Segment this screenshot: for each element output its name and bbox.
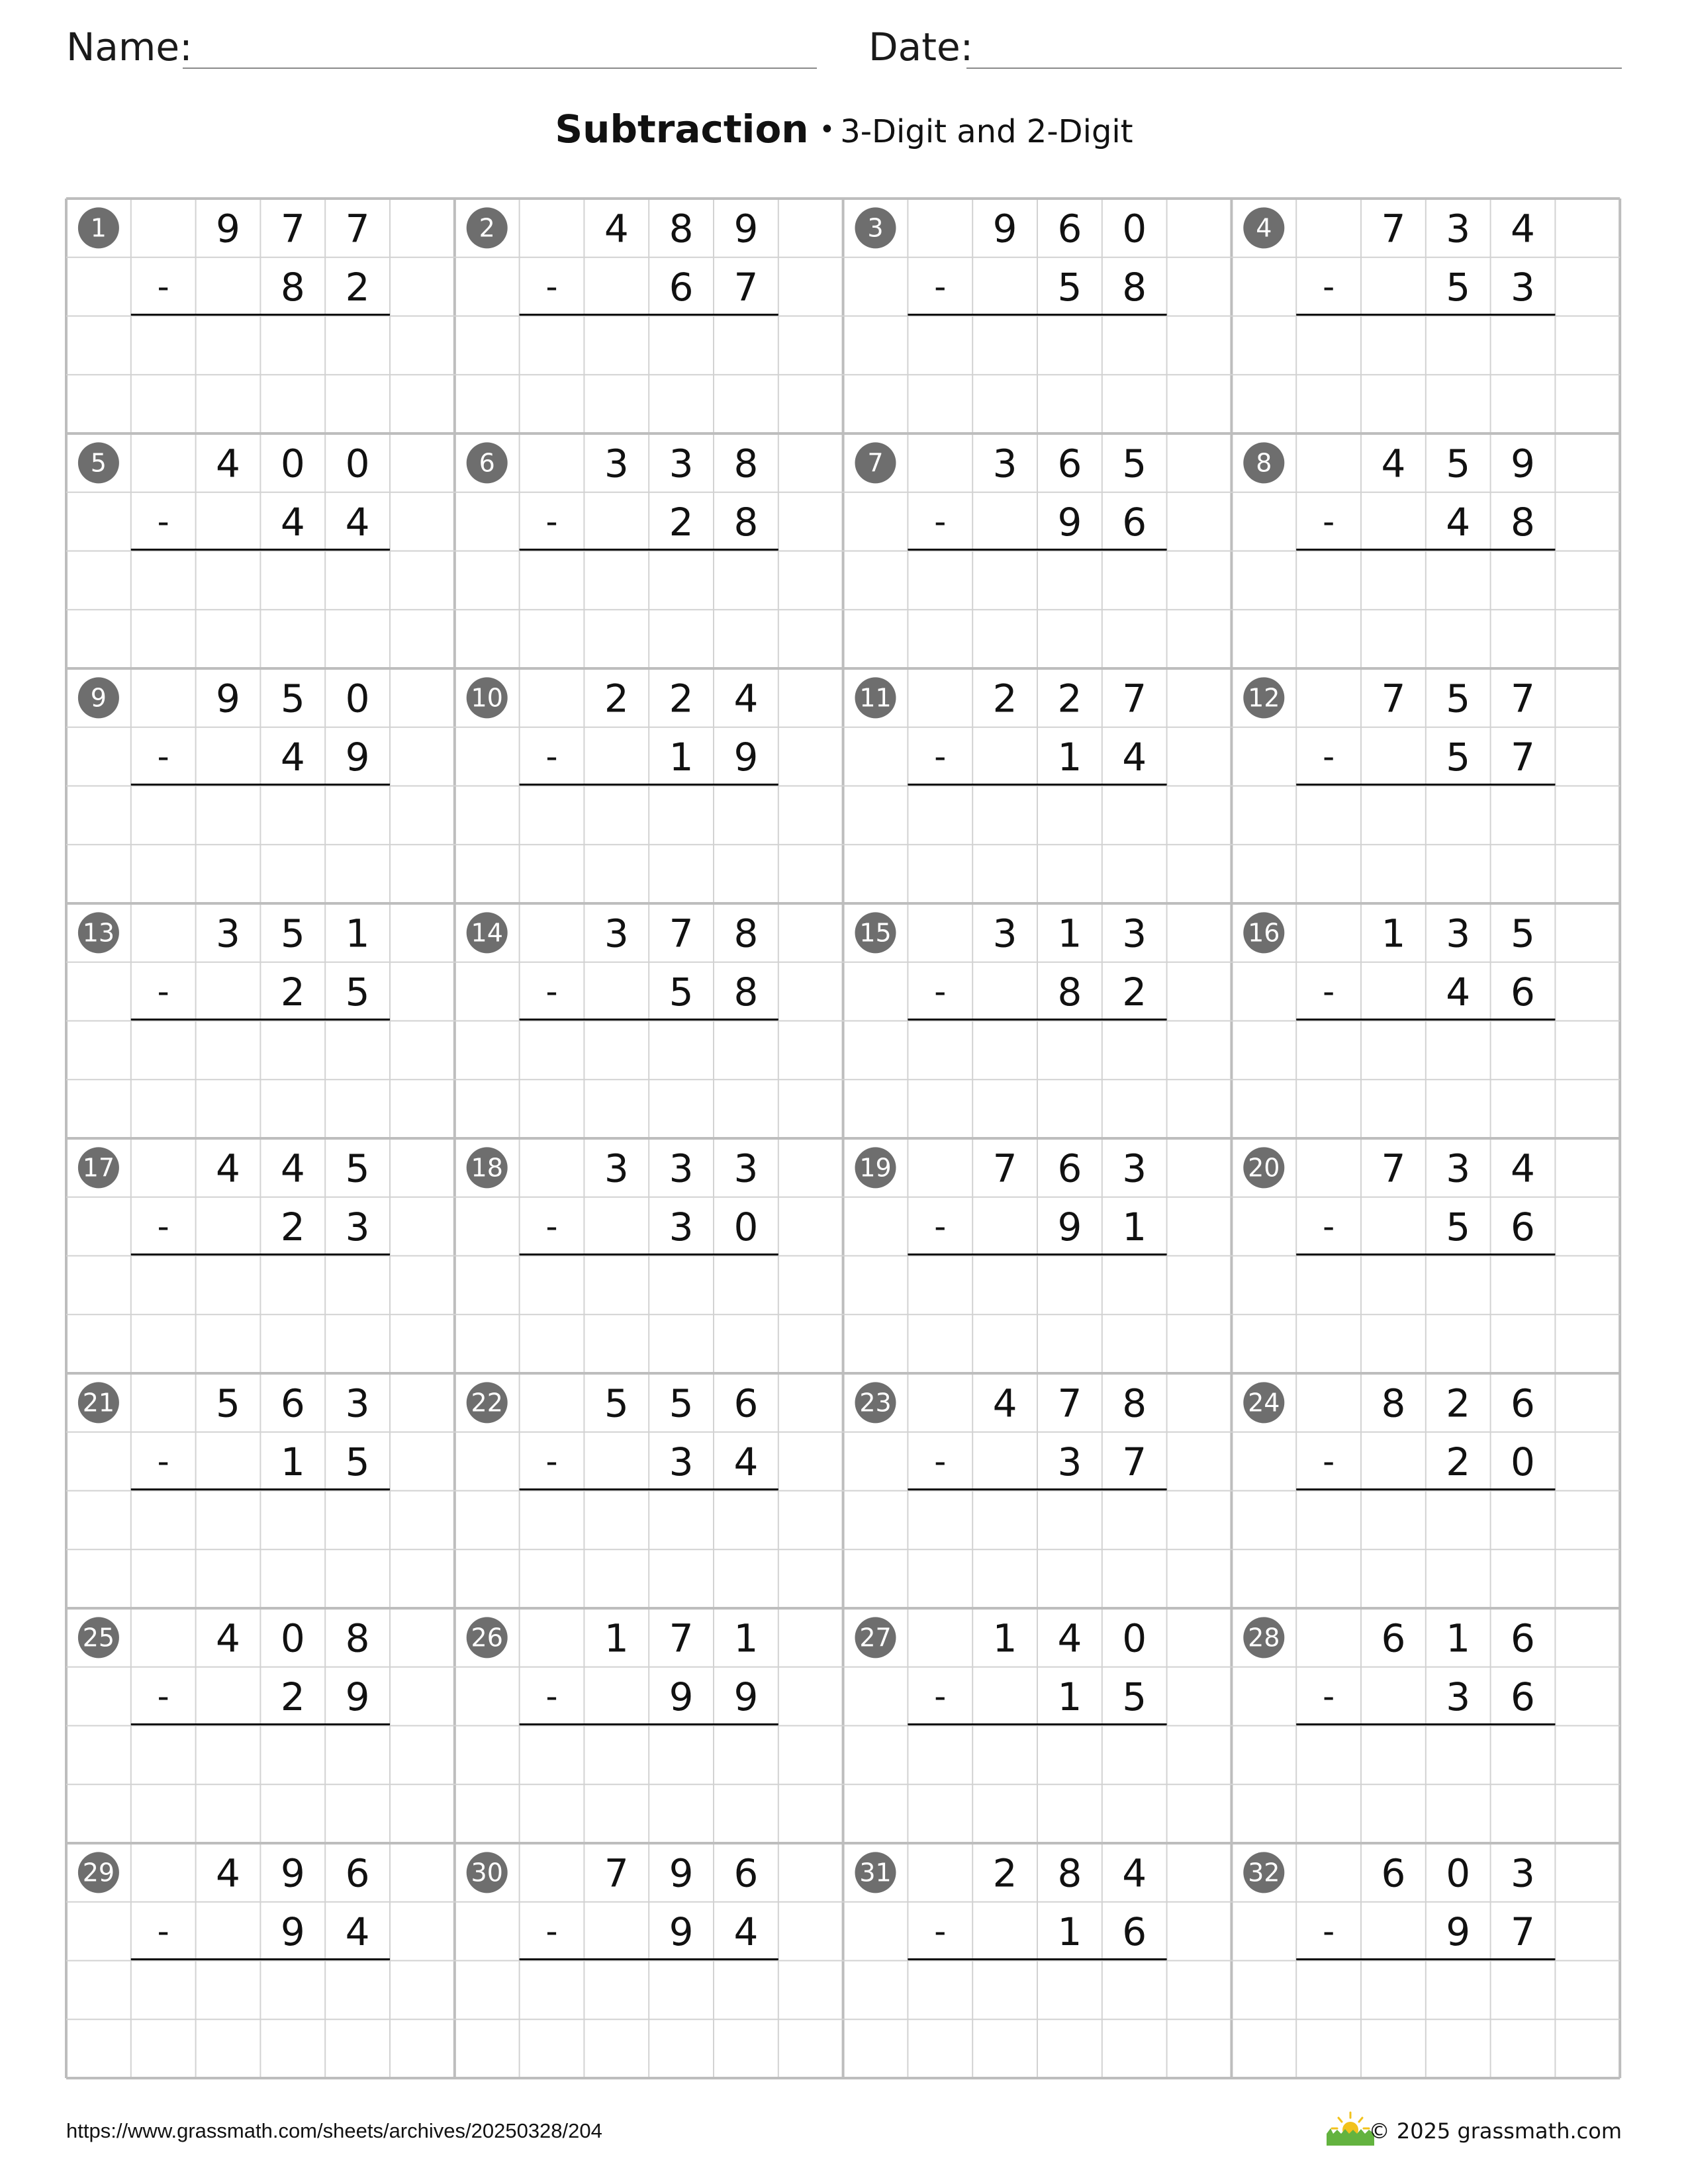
minuend-digit: 1 <box>1057 911 1082 956</box>
minuend-digit: 6 <box>1511 1381 1535 1426</box>
minuend-digit: 3 <box>1446 1146 1471 1191</box>
problem-number: 2 <box>479 213 495 243</box>
subtrahend-digit: 2 <box>280 970 305 1015</box>
subtrahend-digit: 5 <box>345 970 370 1015</box>
minuend-digit: 3 <box>992 911 1017 956</box>
problem-6 <box>467 441 778 549</box>
minuend-digit: 5 <box>1511 911 1535 956</box>
minus-sign: - <box>545 972 558 1011</box>
problem-number: 18 <box>471 1153 503 1183</box>
subtrahend-digit: 2 <box>280 1674 305 1720</box>
minuend-digit: 3 <box>604 441 629 486</box>
minuend-digit: 6 <box>1511 1615 1535 1661</box>
minuend-digit: 9 <box>733 206 759 251</box>
minuend-digit: 7 <box>280 206 305 251</box>
minuend-digit: 7 <box>992 1146 1017 1191</box>
minuend-digit: 2 <box>992 676 1017 721</box>
subtrahend-digit: 9 <box>1446 1909 1471 1955</box>
minuend-digit: 8 <box>1381 1381 1406 1426</box>
problem-number: 28 <box>1248 1623 1280 1653</box>
problem-10 <box>467 676 778 784</box>
subtrahend-digit: 0 <box>1511 1439 1535 1485</box>
problem-32 <box>1243 1850 1555 1959</box>
problem-25 <box>78 1615 390 1724</box>
problem-number: 12 <box>1248 683 1280 713</box>
subtrahend-digit: 7 <box>1511 1909 1535 1955</box>
minus-sign: - <box>1323 1677 1335 1716</box>
subtrahend-digit: 4 <box>345 1909 370 1955</box>
subtrahend-digit: 1 <box>1122 1205 1147 1250</box>
subtrahend-digit: 5 <box>1446 265 1471 310</box>
minuend-digit: 4 <box>216 1850 240 1896</box>
minuend-digit: 3 <box>216 911 240 956</box>
problem-5 <box>78 441 390 549</box>
problem-number: 14 <box>471 918 503 948</box>
minuend-digit: 7 <box>1511 676 1535 721</box>
minuend-digit: 6 <box>733 1850 759 1896</box>
subtrahend-digit: 3 <box>1511 265 1535 310</box>
minuend-digit: 5 <box>604 1381 629 1426</box>
minus-sign: - <box>157 737 169 776</box>
minuend-digit: 1 <box>992 1615 1017 1661</box>
subtrahend-digit: 4 <box>345 500 370 545</box>
minus-sign: - <box>934 267 947 306</box>
subtrahend-digit: 6 <box>1511 1674 1535 1720</box>
minuend-digit: 4 <box>1511 206 1535 251</box>
minuend-digit: 9 <box>1511 441 1535 486</box>
minuend-digit: 7 <box>604 1850 629 1896</box>
minuend-digit: 6 <box>733 1381 759 1426</box>
subtrahend-digit: 6 <box>669 265 694 310</box>
minus-sign: - <box>1323 1442 1335 1481</box>
problem-23 <box>855 1381 1167 1489</box>
minuend-digit: 1 <box>604 1615 629 1661</box>
problem-number: 24 <box>1248 1388 1280 1418</box>
minuend-digit: 1 <box>1446 1615 1471 1661</box>
minuend-digit: 3 <box>604 1146 629 1191</box>
minuend-digit: 3 <box>1122 1146 1147 1191</box>
subtrahend-digit: 5 <box>1122 1674 1147 1720</box>
subtrahend-digit: 8 <box>1122 265 1147 310</box>
subtrahend-digit: 8 <box>280 265 305 310</box>
problem-number: 17 <box>82 1153 115 1183</box>
title-bullet: • <box>819 114 835 145</box>
problem-26 <box>467 1615 778 1724</box>
problem-number: 7 <box>867 448 884 478</box>
problem-number: 22 <box>471 1388 503 1418</box>
problem-number: 10 <box>471 683 503 713</box>
minuend-digit: 7 <box>1381 676 1406 721</box>
problem-number: 6 <box>479 448 495 478</box>
minuend-digit: 3 <box>669 1146 694 1191</box>
problem-18 <box>467 1146 778 1254</box>
subtrahend-digit: 5 <box>1446 1205 1471 1250</box>
minuend-digit: 4 <box>1122 1850 1147 1896</box>
minus-sign: - <box>1323 972 1335 1011</box>
minuend-digit: 2 <box>1057 676 1082 721</box>
minuend-digit: 6 <box>1057 441 1082 486</box>
problem-4 <box>1243 206 1555 314</box>
problem-number: 20 <box>1248 1153 1280 1183</box>
problem-number: 13 <box>82 918 115 948</box>
subtrahend-digit: 6 <box>1511 1205 1535 1250</box>
minus-sign: - <box>1323 502 1335 541</box>
problem-number: 31 <box>859 1858 892 1888</box>
minuend-digit: 0 <box>345 676 370 721</box>
subtrahend-digit: 2 <box>669 500 694 545</box>
minus-sign: - <box>934 1677 947 1716</box>
subtrahend-digit: 3 <box>1057 1439 1082 1485</box>
problem-number: 26 <box>471 1623 503 1653</box>
minus-sign: - <box>157 1912 169 1951</box>
minuend-digit: 3 <box>1511 1850 1535 1896</box>
problem-number: 4 <box>1256 213 1272 243</box>
minuend-digit: 0 <box>1446 1850 1471 1896</box>
minuend-digit: 7 <box>345 206 370 251</box>
subtrahend-digit: 9 <box>280 1909 305 1955</box>
problem-number: 15 <box>859 918 892 948</box>
subtrahend-digit: 5 <box>669 970 694 1015</box>
minus-sign: - <box>545 1677 558 1716</box>
problem-number: 21 <box>82 1388 115 1418</box>
problem-number: 30 <box>471 1858 503 1888</box>
minuend-digit: 5 <box>1446 676 1471 721</box>
problem-2 <box>467 206 778 314</box>
minuend-digit: 4 <box>1381 441 1406 486</box>
minuend-digit: 7 <box>669 1615 694 1661</box>
minuend-digit: 9 <box>216 206 240 251</box>
subtrahend-digit: 3 <box>345 1205 370 1250</box>
subtrahend-digit: 9 <box>733 735 759 780</box>
minuend-digit: 1 <box>1381 911 1406 956</box>
subtrahend-digit: 9 <box>345 1674 370 1720</box>
minuend-digit: 7 <box>669 911 694 956</box>
problem-1 <box>78 206 390 314</box>
minuend-digit: 4 <box>216 1146 240 1191</box>
subtrahend-digit: 1 <box>280 1439 305 1485</box>
minuend-digit: 1 <box>733 1615 759 1661</box>
subtrahend-digit: 9 <box>669 1674 694 1720</box>
problem-29 <box>78 1850 390 1959</box>
minuend-digit: 2 <box>669 676 694 721</box>
subtrahend-digit: 2 <box>345 265 370 310</box>
problem-19 <box>855 1146 1167 1254</box>
problem-number: 27 <box>859 1623 892 1653</box>
minuend-digit: 6 <box>280 1381 305 1426</box>
problem-27 <box>855 1615 1167 1724</box>
minuend-digit: 2 <box>1446 1381 1471 1426</box>
minuend-digit: 8 <box>345 1615 370 1661</box>
minuend-digit: 9 <box>992 206 1017 251</box>
minus-sign: - <box>934 1442 947 1481</box>
subtrahend-digit: 5 <box>345 1439 370 1485</box>
footer-url[interactable]: https://www.grassmath.com/sheets/archives/20250328/204 <box>66 2119 602 2142</box>
minuend-digit: 7 <box>1057 1381 1082 1426</box>
subtrahend-digit: 4 <box>733 1909 759 1955</box>
minuend-digit: 6 <box>1381 1850 1406 1896</box>
problem-number: 29 <box>82 1858 115 1888</box>
subtrahend-digit: 3 <box>669 1205 694 1250</box>
problem-3 <box>855 206 1167 314</box>
subtrahend-digit: 4 <box>733 1439 759 1485</box>
minus-sign: - <box>934 1912 947 1951</box>
problem-16 <box>1243 911 1555 1019</box>
minus-sign: - <box>934 972 947 1011</box>
minus-sign: - <box>157 267 169 306</box>
problem-11 <box>855 676 1167 784</box>
subtrahend-digit: 3 <box>669 1439 694 1485</box>
subtrahend-digit: 7 <box>1122 1439 1147 1485</box>
problem-number: 16 <box>1248 918 1280 948</box>
subtrahend-digit: 7 <box>1511 735 1535 780</box>
minuend-digit: 8 <box>1122 1381 1147 1426</box>
problem-17 <box>78 1146 390 1254</box>
minuend-digit: 3 <box>992 441 1017 486</box>
problem-20 <box>1243 1146 1555 1254</box>
problem-22 <box>467 1381 778 1489</box>
minus-sign: - <box>1323 737 1335 776</box>
subtrahend-digit: 1 <box>1057 735 1082 780</box>
problem-31 <box>855 1850 1167 1959</box>
subtrahend-digit: 9 <box>733 1674 759 1720</box>
minuend-digit: 7 <box>1381 1146 1406 1191</box>
minuend-digit: 0 <box>1122 206 1147 251</box>
minus-sign: - <box>157 1442 169 1481</box>
minuend-digit: 3 <box>1446 206 1471 251</box>
problem-30 <box>467 1850 778 1959</box>
minuend-digit: 0 <box>1122 1615 1147 1661</box>
minuend-digit: 9 <box>280 1850 305 1896</box>
minuend-digit: 6 <box>1381 1615 1406 1661</box>
subtrahend-digit: 9 <box>669 1909 694 1955</box>
minuend-digit: 7 <box>1381 206 1406 251</box>
problem-21 <box>78 1381 390 1489</box>
minuend-digit: 2 <box>604 676 629 721</box>
title-subtitle: 3-Digit and 2-Digit <box>840 113 1133 150</box>
problem-13 <box>78 911 390 1019</box>
subtrahend-digit: 8 <box>1511 500 1535 545</box>
problem-number: 3 <box>867 213 884 243</box>
subtrahend-digit: 1 <box>1057 1909 1082 1955</box>
problem-number: 1 <box>90 213 107 243</box>
minuend-digit: 8 <box>733 441 759 486</box>
minuend-digit: 4 <box>604 206 629 251</box>
minuend-digit: 4 <box>992 1381 1017 1426</box>
minuend-digit: 3 <box>669 441 694 486</box>
subtrahend-digit: 4 <box>1122 735 1147 780</box>
subtrahend-digit: 3 <box>1446 1674 1471 1720</box>
subtrahend-digit: 9 <box>1057 1205 1082 1250</box>
minuend-digit: 8 <box>669 206 694 251</box>
minuend-digit: 6 <box>1057 1146 1082 1191</box>
minuend-digit: 8 <box>1057 1850 1082 1896</box>
name-label: Name: <box>66 24 193 69</box>
subtrahend-digit: 8 <box>1057 970 1082 1015</box>
subtrahend-digit: 4 <box>1446 500 1471 545</box>
minuend-digit: 4 <box>733 676 759 721</box>
subtrahend-digit: 2 <box>1446 1439 1471 1485</box>
minus-sign: - <box>157 972 169 1011</box>
problem-28 <box>1243 1615 1555 1724</box>
minuend-digit: 0 <box>345 441 370 486</box>
minuend-digit: 5 <box>280 676 305 721</box>
minus-sign: - <box>1323 1207 1335 1246</box>
problem-7 <box>855 441 1167 549</box>
minus-sign: - <box>545 1912 558 1951</box>
minuend-digit: 3 <box>733 1146 759 1191</box>
minuend-digit: 9 <box>216 676 240 721</box>
minus-sign: - <box>545 502 558 541</box>
date-label: Date: <box>868 24 974 69</box>
subtrahend-digit: 5 <box>1446 735 1471 780</box>
minuend-digit: 0 <box>280 1615 305 1661</box>
problem-12 <box>1243 676 1555 784</box>
subtrahend-digit: 8 <box>733 500 759 545</box>
minuend-digit: 4 <box>1511 1146 1535 1191</box>
subtrahend-digit: 6 <box>1511 970 1535 1015</box>
subtrahend-digit: 7 <box>733 265 759 310</box>
minuend-digit: 3 <box>345 1381 370 1426</box>
minuend-digit: 3 <box>604 911 629 956</box>
minus-sign: - <box>157 1207 169 1246</box>
minuend-digit: 9 <box>669 1850 694 1896</box>
minuend-digit: 7 <box>1122 676 1147 721</box>
minuend-digit: 5 <box>280 911 305 956</box>
subtrahend-digit: 5 <box>1057 265 1082 310</box>
subtrahend-digit: 4 <box>280 500 305 545</box>
minus-sign: - <box>545 1442 558 1481</box>
minus-sign: - <box>545 267 558 306</box>
minus-sign: - <box>157 1677 169 1716</box>
minuend-digit: 5 <box>1122 441 1147 486</box>
problem-number: 23 <box>859 1388 892 1418</box>
minuend-digit: 5 <box>669 1381 694 1426</box>
minus-sign: - <box>157 502 169 541</box>
problem-8 <box>1243 441 1555 549</box>
minuend-digit: 0 <box>280 441 305 486</box>
problem-14 <box>467 911 778 1019</box>
minus-sign: - <box>1323 1912 1335 1951</box>
problem-number: 19 <box>859 1153 892 1183</box>
minus-sign: - <box>1323 267 1335 306</box>
problem-24 <box>1243 1381 1555 1489</box>
subtrahend-digit: 2 <box>1122 970 1147 1015</box>
minuend-digit: 8 <box>733 911 759 956</box>
problem-9 <box>78 676 390 784</box>
minuend-digit: 6 <box>1057 206 1082 251</box>
minuend-digit: 1 <box>345 911 370 956</box>
minuend-digit: 3 <box>1446 911 1471 956</box>
minus-sign: - <box>545 1207 558 1246</box>
problems <box>78 206 1556 1959</box>
problem-number: 11 <box>859 683 892 713</box>
subtrahend-digit: 0 <box>733 1205 759 1250</box>
subtrahend-digit: 8 <box>733 970 759 1015</box>
title-main: Subtraction <box>555 107 809 152</box>
minus-sign: - <box>934 502 947 541</box>
subtrahend-digit: 9 <box>1057 500 1082 545</box>
subtrahend-digit: 1 <box>669 735 694 780</box>
subtrahend-digit: 9 <box>345 735 370 780</box>
subtrahend-digit: 6 <box>1122 500 1147 545</box>
subtrahend-digit: 2 <box>280 1205 305 1250</box>
minus-sign: - <box>545 737 558 776</box>
subtrahend-digit: 4 <box>280 735 305 780</box>
minuend-digit: 4 <box>1057 1615 1082 1661</box>
minuend-digit: 6 <box>345 1850 370 1896</box>
minuend-digit: 5 <box>216 1381 240 1426</box>
problem-15 <box>855 911 1167 1019</box>
problem-number: 25 <box>82 1623 115 1653</box>
problem-number: 8 <box>1256 448 1272 478</box>
subtrahend-digit: 6 <box>1122 1909 1147 1955</box>
minuend-digit: 2 <box>992 1850 1017 1896</box>
minuend-digit: 5 <box>1446 441 1471 486</box>
minuend-digit: 5 <box>345 1146 370 1191</box>
problem-number: 9 <box>90 683 107 713</box>
minuend-digit: 4 <box>216 1615 240 1661</box>
problem-number: 5 <box>90 448 107 478</box>
footer-copyright: © 2025 grassmath.com <box>1368 2118 1622 2144</box>
subtrahend-digit: 1 <box>1057 1674 1082 1720</box>
minuend-digit: 3 <box>1122 911 1147 956</box>
minus-sign: - <box>934 737 947 776</box>
minuend-digit: 4 <box>280 1146 305 1191</box>
problem-number: 32 <box>1248 1858 1280 1888</box>
minus-sign: - <box>934 1207 947 1246</box>
minuend-digit: 4 <box>216 441 240 486</box>
subtrahend-digit: 4 <box>1446 970 1471 1015</box>
